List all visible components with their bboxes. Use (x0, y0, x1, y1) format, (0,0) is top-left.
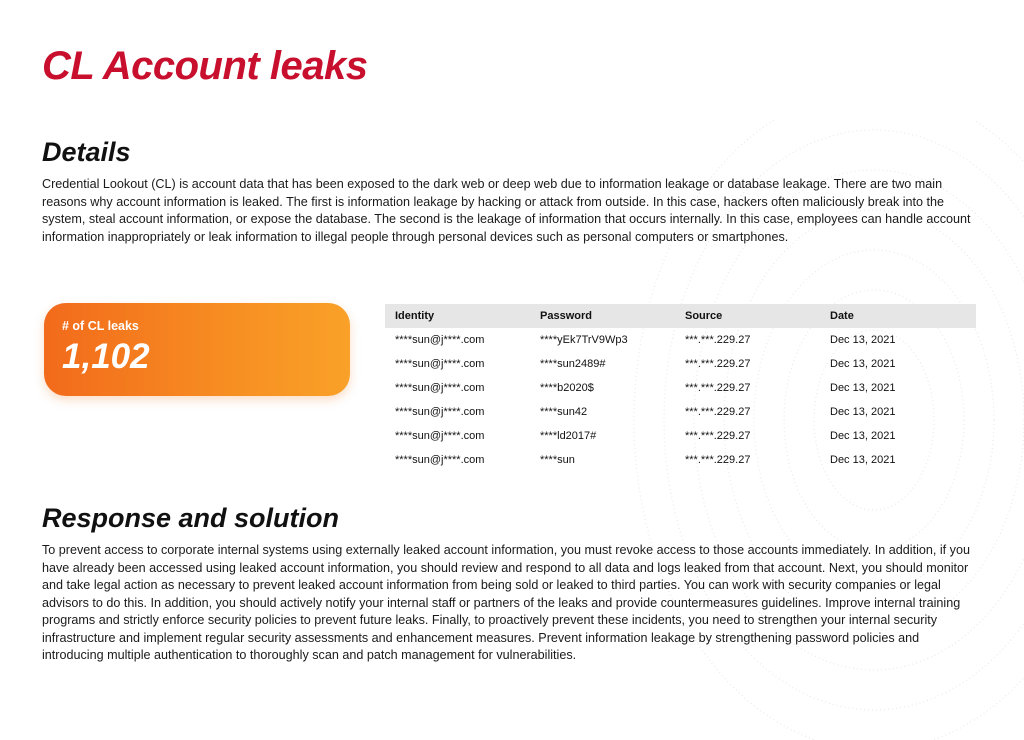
leaks-table (385, 304, 976, 472)
table-row (385, 328, 976, 352)
header-identity: Identity (385, 304, 530, 328)
table-header-row (385, 304, 976, 328)
cell-identity: ****sun@j****.com (395, 430, 485, 442)
cell-date: Dec 13, 2021 (830, 406, 896, 418)
cell-password: ****yEk7TrV9Wp3 (540, 334, 628, 346)
cell-identity: ****sun@j****.com (395, 334, 485, 346)
table-row (385, 352, 976, 376)
cl-leaks-stat-card (44, 303, 350, 396)
cell-password: ****sun2489# (540, 358, 606, 370)
table-row (385, 376, 976, 400)
cell-source: ***.***.229.27 (685, 382, 751, 394)
response-text: To prevent access to corporate internal systems using externally leaked account information, you must revoke access to those accounts immediately. In addition, if you have already been accessed using leaked account information, you should review and respond to all data and logs leaked from that account. Next, you should monitor and take legal action as necessary to prevent leaked account information from being sold or leaked to third parties. You can work with security companies or legal advisors to do this. In addition, you should actively notify your internal staff or partners of the leaks and provide countermeasures guidelines. Improve internal training programs and strictly enforce security policies to prevent future leaks. Finally, to proactively prevent these incidents, you need to strengthen your internal security infrastructure and implement regular security assessments and enhancement measures. Prevent information leakage by strengthening password policies and introducing multiple authentication to thoroughly scan and patch management for vulnerabilities. (42, 543, 970, 662)
cell-identity: ****sun@j****.com (395, 382, 485, 394)
page-title: CL Account leaks (42, 44, 368, 88)
cell-source: ***.***.229.27 (685, 358, 751, 370)
cell-source: ***.***.229.27 (685, 334, 751, 346)
stat-label: # of CL leaks (62, 319, 139, 333)
cell-date: Dec 13, 2021 (830, 358, 896, 370)
cell-date: Dec 13, 2021 (830, 454, 896, 466)
table-row (385, 448, 976, 472)
cell-source: ***.***.229.27 (685, 454, 751, 466)
cell-date: Dec 13, 2021 (830, 334, 896, 346)
header-date: Date (820, 304, 976, 328)
details-heading: Details (42, 137, 131, 167)
response-heading: Response and solution (42, 503, 340, 533)
table-row (385, 400, 976, 424)
cell-source: ***.***.229.27 (685, 406, 751, 418)
details-text: Credential Lookout (CL) is account data that has been exposed to the dark web or deep web due to information leakage or database leakage. There are two main reasons why account information is leaked. The first is information leakage by hacking or attack from outside. In this case, hackers often maliciously break into the system, steal account information, or expose the database. The second is the leakage of information that occurs internally. In this case, employees can handle account information inappropriately or leak information to illegal people through personal devices such as personal computers or smartphones. (42, 177, 971, 244)
cell-password: ****b2020$ (540, 382, 594, 394)
cell-identity: ****sun@j****.com (395, 454, 485, 466)
cell-date: Dec 13, 2021 (830, 382, 896, 394)
cell-identity: ****sun@j****.com (395, 406, 485, 418)
header-password: Password (530, 304, 675, 328)
stat-value: 1,102 (62, 337, 150, 376)
cell-date: Dec 13, 2021 (830, 430, 896, 442)
table-row (385, 424, 976, 448)
cell-source: ***.***.229.27 (685, 430, 751, 442)
header-source: Source (675, 304, 820, 328)
cell-password: ****sun42 (540, 406, 588, 418)
cell-password: ****sun (540, 454, 575, 466)
cell-password: ****ld2017# (540, 430, 597, 442)
cell-identity: ****sun@j****.com (395, 358, 485, 370)
